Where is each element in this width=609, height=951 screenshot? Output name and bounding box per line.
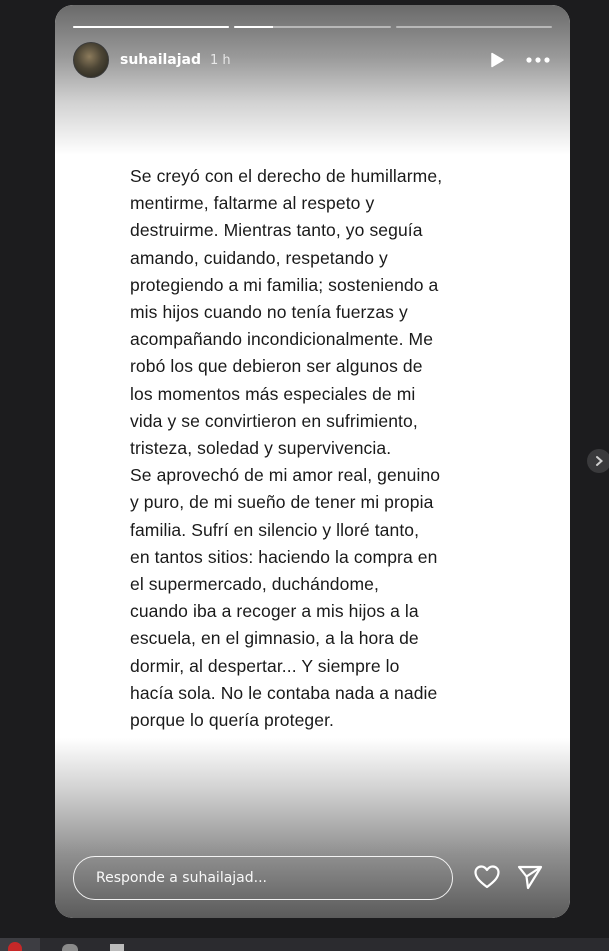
chevron-right-icon [593, 455, 605, 467]
story-text-line: amando, cuidando, respetando y [130, 247, 388, 268]
taskbar-app-icon[interactable] [110, 944, 124, 951]
username[interactable]: suhailajad [120, 52, 202, 68]
story-viewer[interactable] [55, 5, 570, 918]
story-progress-bar [73, 26, 552, 28]
story-text-line: Se aprovechó de mi amor real, genuino [130, 465, 441, 486]
story-text-line: y puro, de mi sueño de tener mi propia [130, 492, 434, 513]
story-text-line: mentirme, faltarme al respeto y [130, 193, 375, 214]
reply-input[interactable] [73, 856, 453, 900]
story-text-line: Se creyó con el derecho de humillarme, [130, 166, 443, 186]
story-text-line: los momentos más especiales de mi [130, 383, 416, 404]
story-text-card [105, 158, 495, 738]
taskbar-app-icon[interactable] [62, 944, 78, 951]
play-icon [489, 52, 505, 68]
story-text-line: en tantos sitios: haciendo la compra en [130, 546, 438, 567]
progress-segment [234, 26, 390, 28]
more-options-button[interactable] [524, 49, 552, 71]
post-time: 1 h [210, 52, 231, 68]
story-text-line: cuando iba a recoger a mis hijos a la [130, 601, 419, 622]
send-icon [516, 864, 544, 890]
progress-segment [73, 26, 229, 28]
story-text-line: tristeza, soledad y supervivencia. [130, 438, 392, 458]
story-header [73, 42, 552, 78]
heart-icon [473, 864, 501, 890]
story-text-line: acompañando incondicionalmente. Me [130, 329, 434, 350]
more-horizontal-icon [526, 57, 550, 63]
os-taskbar [0, 938, 609, 951]
reply-placeholder: Responde a suhailajad... [96, 870, 267, 886]
story-text-line: hacía sola. No le contaba nada a nadie [130, 682, 438, 703]
progress-segment [396, 26, 552, 28]
story-text-line: destruirme. Mientras tanto, yo seguía [130, 220, 423, 241]
avatar[interactable] [73, 42, 109, 78]
story-text-line: escuela, en el gimnasio, a la hora de [130, 628, 419, 649]
story-text-line: porque lo quería proteger. [130, 710, 334, 730]
play-button[interactable] [486, 49, 508, 71]
story-text-line: dormir, al despertar... Y siempre lo [130, 655, 400, 676]
next-story-button[interactable] [587, 449, 609, 473]
story-text-line: mis hijos cuando no tenía fuerzas y [130, 302, 408, 322]
story-text-line: familia. Sufrí en silencio y lloré tanto, [130, 519, 420, 540]
story-text-line: el supermercado, duchándome, [130, 574, 379, 594]
story-text-line: vida y se convirtieron en sufrimiento, [130, 410, 418, 431]
taskbar-app-icon[interactable] [0, 938, 40, 951]
share-button[interactable] [516, 864, 544, 890]
story-text-line: protegiendo a mi familia; sosteniendo a [130, 274, 439, 295]
like-button[interactable] [473, 864, 501, 890]
story-text-line: robó los que debieron ser algunos de [130, 356, 423, 377]
